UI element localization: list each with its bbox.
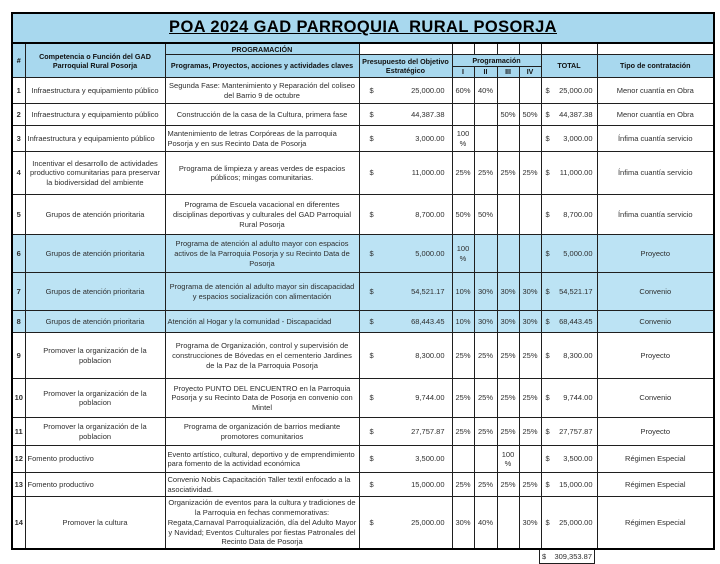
quarter-iii-cell xyxy=(497,497,519,549)
quarter-iii-cell: 25% xyxy=(497,379,519,418)
currency-symbol: $ xyxy=(545,479,550,489)
quarter-ii-cell: 25% xyxy=(474,473,497,497)
competencia-cell: Infraestructura y equipamiento público xyxy=(25,78,165,104)
row-number-cell: 1 xyxy=(12,78,25,104)
currency-symbol: $ xyxy=(545,209,550,219)
header-spacer xyxy=(497,43,519,54)
quarter-iv-cell: 25% xyxy=(519,333,541,379)
table-row xyxy=(12,78,714,104)
amount-value: 68,443.45 xyxy=(559,316,593,326)
competencia-cell: Grupos de atención prioritaria xyxy=(25,195,165,235)
currency-symbol: $ xyxy=(369,209,374,219)
presupuesto-cell xyxy=(359,78,452,104)
total-cell xyxy=(541,473,597,497)
quarter-iv-cell: 30% xyxy=(519,497,541,549)
currency-symbol: $ xyxy=(369,479,374,489)
quarter-i-cell: 30% xyxy=(452,497,474,549)
tipo-cell: Proyecto xyxy=(597,418,714,446)
quarter-iv-cell xyxy=(519,235,541,273)
row-number-cell: 2 xyxy=(12,104,25,126)
title-bar xyxy=(12,13,714,43)
currency-symbol: $ xyxy=(545,393,550,403)
row-number-cell: 7 xyxy=(12,273,25,311)
quarter-iii-cell xyxy=(497,78,519,104)
total-cell xyxy=(541,418,597,446)
header-row-1 xyxy=(12,43,714,54)
total-cell xyxy=(541,195,597,235)
row-number-cell: 14 xyxy=(12,497,25,549)
quarter-iv-cell xyxy=(519,78,541,104)
col-header-competencia: Competencia o Función del GAD Parroquial Rural Posorja xyxy=(25,43,165,77)
quarter-ii-cell: 25% xyxy=(474,152,497,195)
header-spacer xyxy=(541,43,597,54)
table-row xyxy=(12,379,714,418)
quarter-iv-cell: 30% xyxy=(519,311,541,333)
currency-symbol: $ xyxy=(369,393,374,403)
currency-symbol: $ xyxy=(545,454,550,464)
table-row xyxy=(12,497,714,549)
quarter-iv-cell xyxy=(519,446,541,473)
competencia-cell: Grupos de atención prioritaria xyxy=(25,311,165,333)
currency-symbol: $ xyxy=(545,133,550,143)
presupuesto-cell xyxy=(359,235,452,273)
amount-value: 3,000.00 xyxy=(563,133,593,143)
currency-symbol: $ xyxy=(369,426,374,436)
presupuesto-cell xyxy=(359,473,452,497)
table-row xyxy=(12,152,714,195)
amount-value: 9,744.00 xyxy=(563,393,593,403)
competencia-cell: Promover la organización de la poblacion xyxy=(25,379,165,418)
amount-value: 5,000.00 xyxy=(415,248,445,258)
row-number-cell: 12 xyxy=(12,446,25,473)
quarter-ii-cell: 25% xyxy=(474,379,497,418)
quarter-i-cell: 25% xyxy=(452,333,474,379)
presupuesto-cell xyxy=(359,497,452,549)
currency-symbol: $ xyxy=(369,454,374,464)
quarter-ii-cell: 50% xyxy=(474,195,497,235)
quarter-iv-cell xyxy=(519,126,541,152)
currency-symbol: $ xyxy=(369,168,374,178)
quarter-iii-cell: 30% xyxy=(497,311,519,333)
amount-value: 25,000.00 xyxy=(559,85,593,95)
total-cell xyxy=(541,497,597,549)
quarter-i-cell: 100% xyxy=(452,235,474,273)
programa-cell: Atención al Hogar y la comunidad - Discapacidad xyxy=(165,311,359,333)
tipo-cell: Menor cuantía en Obra xyxy=(597,104,714,126)
row-number-cell: 13 xyxy=(12,473,25,497)
programa-cell: Programa de Escuela vacacional en diferentes disciplinas deportivas y culturales del GAD Parroquial Rural Posorja xyxy=(165,195,359,235)
quarter-iii-cell: 25% xyxy=(497,473,519,497)
row-number-cell: 10 xyxy=(12,379,25,418)
quarter-i-cell: 10% xyxy=(452,273,474,311)
quarter-i-cell: 25% xyxy=(452,473,474,497)
amount-value: 3,000.00 xyxy=(415,133,445,143)
tipo-cell: Ínfima cuantía servicio xyxy=(597,152,714,195)
col-header-q4: IV xyxy=(519,67,541,78)
currency-symbol: $ xyxy=(545,426,550,436)
quarter-iv-cell: 30% xyxy=(519,273,541,311)
header-spacer xyxy=(474,43,497,54)
amount-value: 8,700.00 xyxy=(563,209,593,219)
quarter-iii-cell xyxy=(497,235,519,273)
competencia-cell: Infraestructura y equipamiento público xyxy=(25,126,165,152)
competencia-cell: Fomento productivo xyxy=(25,473,165,497)
tipo-cell: Convenio xyxy=(597,273,714,311)
table-row xyxy=(12,273,714,311)
currency-symbol: $ xyxy=(369,350,374,360)
table-row xyxy=(12,333,714,379)
total-cell xyxy=(541,152,597,195)
table-row xyxy=(12,126,714,152)
amount-value: 5,000.00 xyxy=(563,248,593,258)
tipo-cell: Proyecto xyxy=(597,235,714,273)
table-row xyxy=(12,195,714,235)
total-cell xyxy=(541,446,597,473)
table-body xyxy=(12,78,714,549)
amount-value: 25,000.00 xyxy=(411,85,445,95)
col-header-num: # xyxy=(12,43,25,77)
quarter-iii-cell xyxy=(497,195,519,235)
row-number-cell: 8 xyxy=(12,311,25,333)
currency-symbol: $ xyxy=(545,109,550,119)
header-spacer xyxy=(597,43,714,54)
programa-cell: Proyecto PUNTO DEL ENCUENTRO en la Parroquia Posorja y su Recinto Data de Posorja en convenio con Mintel xyxy=(165,379,359,418)
table-row xyxy=(12,104,714,126)
row-number-cell: 6 xyxy=(12,235,25,273)
total-cell xyxy=(541,333,597,379)
currency-symbol: $ xyxy=(369,286,374,296)
amount-value: 15,000.00 xyxy=(559,479,593,489)
tipo-cell: Menor cuantía en Obra xyxy=(597,78,714,104)
presupuesto-cell xyxy=(359,273,452,311)
row-number-cell: 4 xyxy=(12,152,25,195)
competencia-cell: Infraestructura y equipamiento público xyxy=(25,104,165,126)
col-header-q1: I xyxy=(452,67,474,78)
col-header-programacion-band: PROGRAMACIÓN xyxy=(165,43,359,54)
programa-cell: Segunda Fase: Mantenimiento y Reparación del coliseo del Barrio 9 de octubre xyxy=(165,78,359,104)
amount-value: 15,000.00 xyxy=(411,479,445,489)
amount-value: 8,700.00 xyxy=(415,209,445,219)
col-header-presupuesto: Presupuesto del Objetivo Estratégico xyxy=(359,54,452,77)
currency-symbol: $ xyxy=(545,316,550,326)
competencia-cell: Promover la organización de la poblacion xyxy=(25,418,165,446)
programa-cell: Construcción de la casa de la Cultura, primera fase xyxy=(165,104,359,126)
presupuesto-cell xyxy=(359,311,452,333)
quarter-ii-cell: 25% xyxy=(474,418,497,446)
amount-value: 44,387.38 xyxy=(411,109,445,119)
amount-value: 27,757.87 xyxy=(559,426,593,436)
quarter-iii-cell: 50% xyxy=(497,104,519,126)
total-cell xyxy=(541,104,597,126)
total-cell xyxy=(541,311,597,333)
quarter-i-cell xyxy=(452,104,474,126)
poa-table xyxy=(11,12,715,550)
currency-symbol: $ xyxy=(545,248,550,258)
presupuesto-cell xyxy=(359,152,452,195)
amount-value: 25,000.00 xyxy=(559,517,593,527)
quarter-ii-cell xyxy=(474,446,497,473)
currency-symbol: $ xyxy=(545,168,550,178)
programa-cell: Programa de limpieza y areas verdes de espacios públicos; mingas comunitarias. xyxy=(165,152,359,195)
programa-cell: Programa de organización de barrios mediante promotores comunitarios xyxy=(165,418,359,446)
table-row xyxy=(12,446,714,473)
grand-total-amount: 309,353.87 xyxy=(554,552,592,562)
quarter-ii-cell xyxy=(474,104,497,126)
presupuesto-cell xyxy=(359,333,452,379)
currency-symbol: $ xyxy=(545,517,550,527)
col-header-total: TOTAL xyxy=(541,54,597,77)
row-number-cell: 11 xyxy=(12,418,25,446)
presupuesto-cell xyxy=(359,446,452,473)
quarter-ii-cell: 40% xyxy=(474,497,497,549)
quarter-ii-cell: 25% xyxy=(474,333,497,379)
amount-value: 54,521.17 xyxy=(411,286,445,296)
amount-value: 68,443.45 xyxy=(411,316,445,326)
quarter-iv-cell: 25% xyxy=(519,473,541,497)
quarter-i-cell: 25% xyxy=(452,152,474,195)
tipo-cell: Régimen Especial xyxy=(597,473,714,497)
tipo-cell: Proyecto xyxy=(597,333,714,379)
amount-value: 8,300.00 xyxy=(415,350,445,360)
tipo-cell: Convenio xyxy=(597,311,714,333)
amount-value: 3,500.00 xyxy=(563,454,593,464)
programa-cell: Organización de eventos para la cultura y tradiciones de la Parroquia en fechas conmemorativas: Regata,Carnaval Parroquialización, día del Adulto Mayor y Navidad; Eventos Culturales por fiestas Patronales del Recinto Data de Posorja xyxy=(165,497,359,549)
row-number-cell: 9 xyxy=(12,333,25,379)
quarter-i-cell: 25% xyxy=(452,379,474,418)
poa-document xyxy=(11,12,713,564)
quarter-iv-cell: 50% xyxy=(519,104,541,126)
table-row xyxy=(12,235,714,273)
competencia-cell: Grupos de atención prioritaria xyxy=(25,273,165,311)
programa-cell: Programa de atención al adulto mayor con espacios activos de la Parroquia Posorja y su Recinto Data de Posorja xyxy=(165,235,359,273)
competencia-cell: Incentivar el desarrollo de actividades productivo comunitarias para preservar la biodiversidad del ambiente xyxy=(25,152,165,195)
quarter-iv-cell: 25% xyxy=(519,152,541,195)
quarter-iv-cell xyxy=(519,195,541,235)
competencia-cell: Fomento productivo xyxy=(25,446,165,473)
quarter-i-cell: 100% xyxy=(452,126,474,152)
amount-value: 11,000.00 xyxy=(411,168,445,178)
tipo-cell: Convenio xyxy=(597,379,714,418)
quarter-iii-cell: 25% xyxy=(497,152,519,195)
amount-value: 11,000.00 xyxy=(559,168,593,178)
col-header-programas: Programas, Proyectos, acciones y actividades claves xyxy=(165,54,359,77)
quarter-ii-cell xyxy=(474,126,497,152)
presupuesto-cell xyxy=(359,195,452,235)
grand-total-cell xyxy=(539,550,595,564)
amount-value: 25,000.00 xyxy=(411,517,445,527)
presupuesto-cell xyxy=(359,104,452,126)
total-cell xyxy=(541,273,597,311)
amount-value: 3,500.00 xyxy=(415,454,445,464)
currency-symbol: $ xyxy=(369,517,374,527)
quarter-iv-cell: 25% xyxy=(519,379,541,418)
presupuesto-cell xyxy=(359,418,452,446)
amount-value: 54,521.17 xyxy=(559,286,593,296)
page-title: POA 2024 GAD PARROQUIA RURAL POSORJA xyxy=(169,18,557,36)
quarter-ii-cell: 40% xyxy=(474,78,497,104)
programa-cell: Programa de Organización, control y supervisión de construcciones de Bóvedas en el cementerio Jardines de la Paz de la Parroquia Posorja xyxy=(165,333,359,379)
currency-symbol: $ xyxy=(369,248,374,258)
amount-value: 44,387.38 xyxy=(559,109,593,119)
quarter-i-cell: 25% xyxy=(452,418,474,446)
amount-value: 8,300.00 xyxy=(563,350,593,360)
quarter-iii-cell: 30% xyxy=(497,273,519,311)
programa-cell: Evento artístico, cultural, deportivo y de emprendimiento para fomento de la actividad económica xyxy=(165,446,359,473)
competencia-cell: Promover la cultura xyxy=(25,497,165,549)
tipo-cell: Régimen Especial xyxy=(597,497,714,549)
currency-symbol: $ xyxy=(369,85,374,95)
header-spacer xyxy=(452,43,474,54)
quarter-ii-cell: 30% xyxy=(474,311,497,333)
col-header-tipo: Tipo de contratación xyxy=(597,54,714,77)
quarter-iv-cell: 25% xyxy=(519,418,541,446)
table-row xyxy=(12,311,714,333)
tipo-cell: Ínfima cuantía servicio xyxy=(597,126,714,152)
total-cell xyxy=(541,379,597,418)
col-header-q2: II xyxy=(474,67,497,78)
total-cell xyxy=(541,126,597,152)
table-row xyxy=(12,473,714,497)
quarter-iii-cell: 25% xyxy=(497,418,519,446)
competencia-cell: Grupos de atención prioritaria xyxy=(25,235,165,273)
presupuesto-cell xyxy=(359,126,452,152)
grand-total-currency: $ xyxy=(542,552,547,562)
currency-symbol: $ xyxy=(545,286,550,296)
programa-cell: Convenio Nobis Capacitación Taller textil enfocado a la asociatividad. xyxy=(165,473,359,497)
amount-value: 9,744.00 xyxy=(415,393,445,403)
currency-symbol: $ xyxy=(369,316,374,326)
competencia-cell: Promover la organización de la poblacion xyxy=(25,333,165,379)
quarter-i-cell: 60% xyxy=(452,78,474,104)
programa-cell: Mantenimiento de letras Corpóreas de la parroquia Posorja y en sus Recinto Data de Posorja xyxy=(165,126,359,152)
quarter-iii-cell xyxy=(497,126,519,152)
quarter-ii-cell xyxy=(474,235,497,273)
quarter-iii-cell: 25% xyxy=(497,333,519,379)
row-number-cell: 5 xyxy=(12,195,25,235)
total-cell xyxy=(541,235,597,273)
tipo-cell: Régimen Especial xyxy=(597,446,714,473)
total-cell xyxy=(541,78,597,104)
presupuesto-cell xyxy=(359,379,452,418)
quarter-i-cell: 50% xyxy=(452,195,474,235)
currency-symbol: $ xyxy=(369,109,374,119)
quarter-iii-cell: 100% xyxy=(497,446,519,473)
col-header-q3: III xyxy=(497,67,519,78)
table-row xyxy=(12,418,714,446)
currency-symbol: $ xyxy=(545,350,550,360)
quarter-i-cell: 10% xyxy=(452,311,474,333)
currency-symbol: $ xyxy=(369,133,374,143)
row-number-cell: 3 xyxy=(12,126,25,152)
programa-cell: Programa de atención al adulto mayor sin discapacidad y espacios socialización con alimentación xyxy=(165,273,359,311)
header-spacer xyxy=(359,43,452,54)
quarter-i-cell xyxy=(452,446,474,473)
col-header-programacion-quarters: Programación xyxy=(452,54,541,66)
header-spacer xyxy=(519,43,541,54)
quarter-ii-cell: 30% xyxy=(474,273,497,311)
currency-symbol: $ xyxy=(545,85,550,95)
amount-value: 27,757.87 xyxy=(411,426,445,436)
tipo-cell: Ínfima cuantía servicio xyxy=(597,195,714,235)
